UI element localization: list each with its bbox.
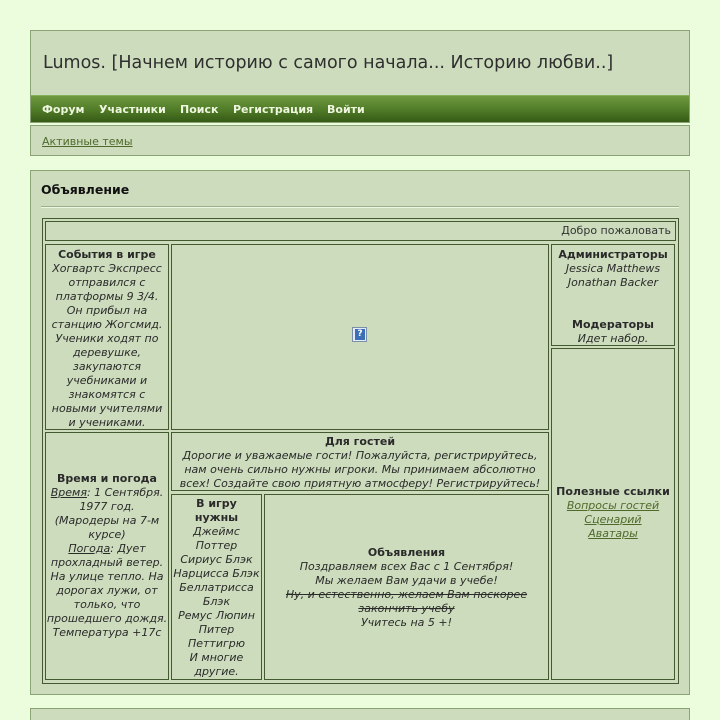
nav-members[interactable]: Участники	[99, 103, 166, 116]
moderators-title: Модераторы	[572, 318, 654, 331]
scenario-link[interactable]: Сценарий	[584, 513, 642, 526]
nav-register[interactable]: Регистрация	[233, 103, 314, 116]
avatars-link[interactable]: Аватары	[588, 527, 638, 540]
wanted-characters-cell	[171, 494, 262, 680]
welcome-bar	[45, 221, 676, 241]
admin-name: Jonathan Backer	[567, 276, 659, 289]
weather-label: Погода	[68, 542, 111, 555]
events-title: События в игре	[58, 248, 156, 261]
site-title: Lumos. [Начнем историю с самого начала... Историю любви..]	[43, 53, 614, 73]
notices-cell	[264, 494, 549, 680]
admin-name: Jessica Matthews	[565, 262, 661, 275]
announcement-panel	[30, 170, 690, 695]
nav-search[interactable]: Поиск	[180, 103, 219, 116]
quick-links-bar	[30, 125, 690, 156]
notices-text: Поздравляем всех Вас с 1 Сентября! Мы желаем Вам удачи в учебе! Ну, и естественно, желаем Вам поскорее закончить учебу Учитесь на 5 +!	[285, 560, 528, 629]
welcome-text: Добро пожаловать	[561, 224, 671, 237]
wanted-title: В игру нужны	[194, 497, 239, 524]
announcement-title: Объявление	[41, 182, 130, 197]
next-panel	[30, 708, 690, 720]
nav-login[interactable]: Войти	[327, 103, 365, 116]
useful-links-cell	[551, 348, 675, 680]
broken-image-icon: ?	[352, 327, 367, 342]
divider	[41, 206, 679, 208]
guests-cell	[171, 432, 549, 491]
time-info: Время: 1 Сентября. 1977 год. (Мародеры на 7-м курсе)	[50, 486, 164, 541]
time-weather-cell	[45, 432, 169, 680]
announcement-table	[42, 218, 679, 684]
guests-title: Для гостей	[324, 435, 396, 448]
useful-links-title: Полезные ссылки	[556, 485, 670, 498]
events-cell	[45, 244, 169, 430]
guest-questions-link[interactable]: Вопросы гостей	[566, 499, 660, 512]
forum-header	[30, 30, 690, 123]
wanted-list: Джеймс Поттер Сириус Блэк Нарцисса Блэк Беллатрисса Блэк Ремус Люпин Питер Петтигрю И многие другие.	[173, 525, 260, 678]
admins-cell	[551, 244, 675, 346]
weather-info: Погода: Дует прохладный ветер. На улице тепло. На дорогах лужи, от только, что прошедшего дождя. Температура +17с	[46, 542, 168, 639]
time-weather-title: Время и погода	[57, 472, 157, 485]
main-navigation	[31, 95, 689, 122]
moderators-value: Идет набор.	[577, 332, 649, 345]
active-topics-link[interactable]: Активные темы	[42, 135, 133, 148]
admins-title: Администраторы	[558, 248, 668, 261]
banner-image-cell	[171, 244, 549, 430]
notices-title: Объявления	[367, 546, 446, 559]
guests-text: Дорогие и уважаемые гости! Пожалуйста, регистрируйтесь, нам очень сильно нужны игроки. Мы принимаем абсолютно всех! Создайте свою приятную атмосферу! Регистрируйтесь!	[179, 449, 541, 490]
nav-forum[interactable]: Форум	[42, 103, 85, 116]
events-text: Хогвартс Экспресс отправился с платформы 9 3/4. Он прибыл на станцию Жогсмид. Ученики ходят по деревушке, закупаются учебниками и знакомятся с новыми учителями и учениками.	[51, 262, 163, 429]
time-label: Время	[50, 486, 87, 499]
